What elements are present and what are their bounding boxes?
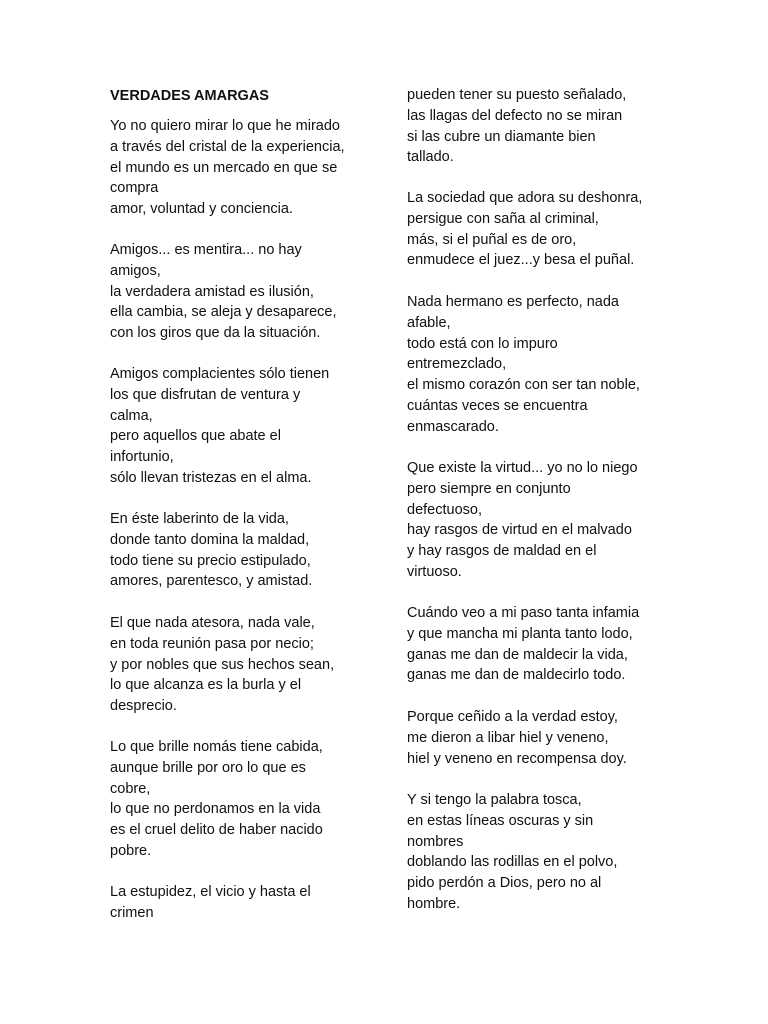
verse-line: los que disfrutan de ventura y [110,386,301,403]
verse-line: todo tiene su precio estipulado, [110,552,311,569]
verse-line: Y si tengo la palabra tosca, [407,792,582,808]
verse-line: amor, voluntad y conciencia. [110,201,293,218]
verse-line: me dieron a libar hiel y veneno, [407,729,609,746]
verse-line: en toda reunión pasa por necio; [110,635,314,652]
verse-line: pero siempre en conjunto [407,480,571,497]
verse-line: Amigos complacientes sólo tienen [110,366,330,382]
verse-line: doblando las rodillas en el polvo, [407,854,618,871]
verse-line: amores, parentesco, y amistad. [110,573,313,590]
right-stanza-3 [407,292,640,438]
verse-line: amigos, [110,262,161,279]
left-stanza-7 [110,882,311,924]
verse-line: cuántas veces se encuentra [407,397,588,414]
left-stanza-5 [110,613,334,717]
verse-line: hay rasgos de virtud en el malvado [407,522,632,539]
verse-line: ganas me dan de maldecirlo todo. [407,667,626,684]
verse-line: donde tanto domina la maldad, [110,531,310,548]
verse-line: y por nobles que sus hechos sean, [110,656,335,673]
verse-line: La sociedad que adora su deshonra, [407,190,643,206]
right-stanza-2 [407,188,642,271]
verse-line: sólo llevan tristezas en el alma. [110,469,312,486]
verse-line: Amigos... es mentira... no hay [110,242,302,258]
verse-line: desprecio. [110,698,177,715]
right-stanza-5 [407,603,639,686]
right-stanza-1 [407,85,626,168]
verse-line: ganas me dan de maldecir la vida, [407,646,628,663]
verse-line: es el cruel delito de haber nacido [110,822,323,839]
verse-line: aunque brille por oro lo que es [110,759,306,776]
left-stanza-6 [110,737,323,862]
verse-line: si las cubre un diamante bien [407,128,596,145]
verse-line: pido perdón a Dios, pero no al [407,875,602,892]
verse-line: entremezclado, [407,356,507,373]
verse-line: persigue con saña al criminal, [407,210,599,227]
verse-line: cobre, [110,780,151,797]
verse-line: el mundo es un mercado en que se [110,159,338,176]
verse-line: hiel y veneno en recompensa doy. [407,750,627,767]
verse-line: En éste laberinto de la vida, [110,511,289,527]
left-stanza-2 [110,240,337,344]
verse-line: Que existe la virtud... yo no lo niego [407,460,638,476]
verse-line: pero aquellos que abate el [110,428,281,445]
verse-line: crimen [110,904,154,921]
verse-line: la verdadera amistad es ilusión, [110,283,314,300]
verse-line: pobre. [110,842,152,859]
verse-line: nombres [407,833,464,850]
verse-line: Porque ceñido a la verdad estoy, [407,709,618,725]
verse-line: más, si el puñal es de oro, [407,231,577,248]
verse-line: el mismo corazón con ser tan noble, [407,377,640,394]
verse-line: Nada hermano es perfecto, nada [407,294,619,310]
right-stanza-7 [407,790,617,915]
right-stanza-6 [407,707,627,769]
verse-line: y hay rasgos de maldad en el [407,543,597,560]
poem-title: VERDADES AMARGAS [110,88,269,104]
verse-line: en estas líneas oscuras y sin [407,812,594,829]
verse-line: Cuándo veo a mi paso tanta infamia [407,605,640,621]
left-stanza-3 [110,364,329,489]
verse-line: Yo no quiero mirar lo que he mirado [110,118,340,134]
verse-line: infortunio, [110,449,174,466]
verse-line: lo que no perdonamos en la vida [110,801,321,818]
verse-line: y que mancha mi planta tanto lodo, [407,625,633,642]
verse-line: compra [110,180,159,197]
verse-line: calma, [110,407,153,424]
verse-line: las llagas del defecto no se miran [407,107,623,124]
verse-line: defectuoso, [407,501,482,518]
verse-line: lo que alcanza es la burla y el [110,677,302,694]
verse-line: La estupidez, el vicio y hasta el [110,884,311,900]
verse-line: tallado. [407,149,454,166]
verse-line: enmascarado. [407,418,499,435]
verse-line: afable, [407,314,451,331]
left-stanza-4 [110,509,312,592]
left-stanza-1 [110,116,345,220]
verse-line: hombre. [407,895,461,912]
verse-line: enmudece el juez...y besa el puñal. [407,252,635,269]
verse-line: con los giros que da la situación. [110,325,321,342]
verse-line: ella cambia, se aleja y desaparece, [110,304,337,321]
verse-line: virtuoso. [407,563,462,580]
verse-line: pueden tener su puesto señalado, [407,87,627,103]
verse-line: Lo que brille nomás tiene cabida, [110,739,323,755]
right-stanza-4 [407,458,638,583]
verse-line: a través del cristal de la experiencia, [110,138,345,155]
verse-line: El que nada atesora, nada vale, [110,615,315,631]
verse-line: todo está con lo impuro [407,335,558,352]
